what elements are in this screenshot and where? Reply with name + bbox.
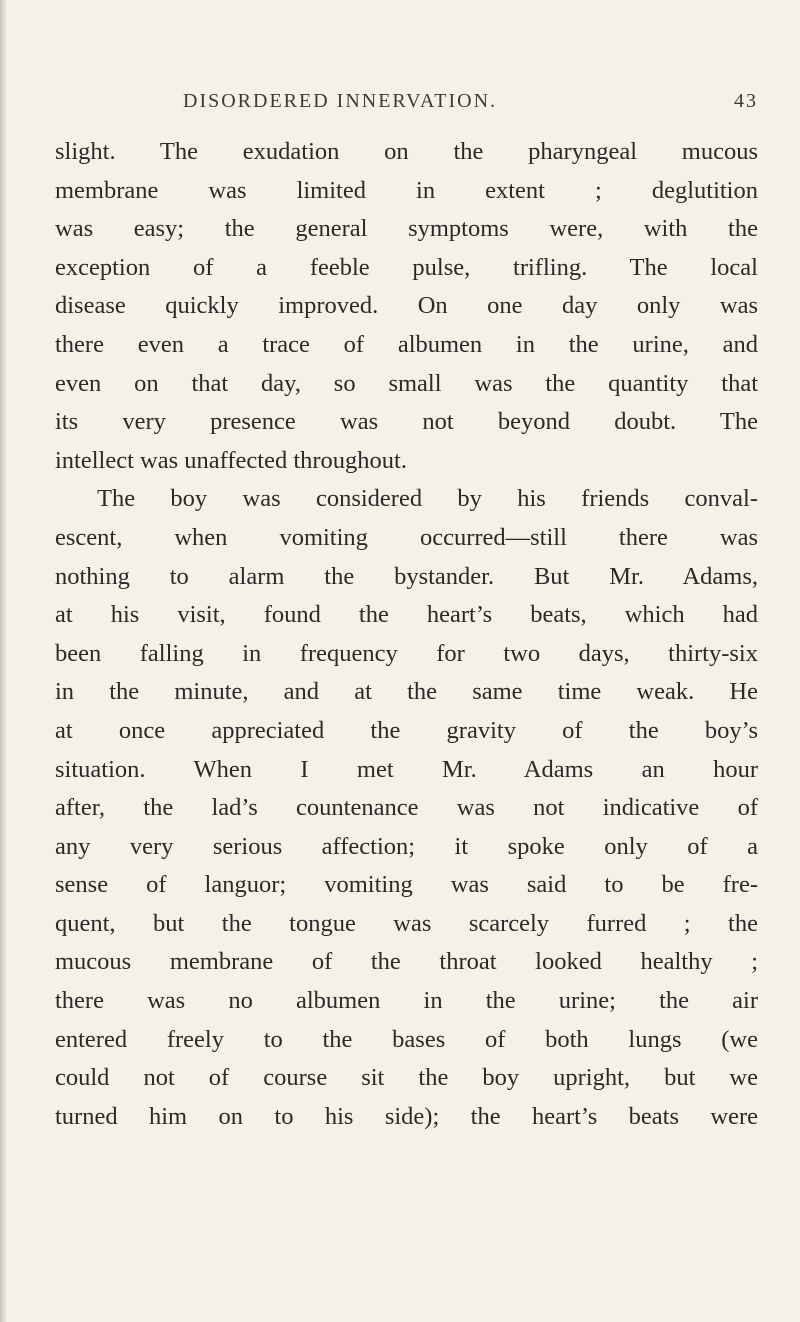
text-line: there was no albumen in the urine; the air <box>55 987 758 1015</box>
text-line: exception of a feeble pulse, trifling. The local <box>55 253 758 281</box>
text-line: been falling in frequency for two days, thirty-six <box>55 639 758 667</box>
text-line: was easy; the general symptoms were, with the <box>55 215 758 243</box>
page-edge-shadow <box>0 0 6 1322</box>
text-line: membrane was limited in extent ; deglutition <box>55 176 758 204</box>
text-line-paragraph-end: intellect was unaffected throughout. <box>55 446 407 474</box>
text-line: quent, but the tongue was scarcely furred ; the <box>55 909 758 937</box>
text-line: situation. When I met Mr. Adams an hour <box>55 755 758 783</box>
text-line: in the minute, and at the same time weak. He <box>55 678 758 706</box>
text-line: slight. The exudation on the pharyngeal mucous <box>55 138 758 165</box>
text-line: any very serious affection; it spoke only of a <box>55 832 758 860</box>
text-line: could not of course sit the boy upright, but we <box>55 1064 758 1092</box>
text-line-paragraph-start: The boy was considered by his friends conval- <box>97 485 758 513</box>
running-header <box>183 90 758 120</box>
text-line: after, the lad’s countenance was not indicative of <box>55 794 758 822</box>
text-line: even on that day, so small was the quantity that <box>55 369 758 397</box>
text-line: escent, when vomiting occurred—still there was <box>55 523 758 551</box>
text-line: nothing to alarm the bystander. But Mr. Adams, <box>55 562 758 590</box>
text-line: at once appreciated the gravity of the boy’s <box>55 716 758 744</box>
running-title: DISORDERED INNERVATION. <box>183 90 498 112</box>
page-number: 43 <box>734 90 758 112</box>
text-line: there even a trace of albumen in the urine, and <box>55 330 758 358</box>
body-text <box>55 133 758 1136</box>
text-line: disease quickly improved. On one day only was <box>55 292 758 320</box>
text-line: sense of languor; vomiting was said to be fre- <box>55 871 758 899</box>
text-line: mucous membrane of the throat looked healthy ; <box>55 948 758 976</box>
text-line: at his visit, found the heart’s beats, which had <box>55 601 758 629</box>
text-line: entered freely to the bases of both lungs (we <box>55 1025 758 1053</box>
text-line: turned him on to his side); the heart’s beats were <box>55 1102 758 1130</box>
text-line: its very presence was not beyond doubt. The <box>55 408 758 436</box>
